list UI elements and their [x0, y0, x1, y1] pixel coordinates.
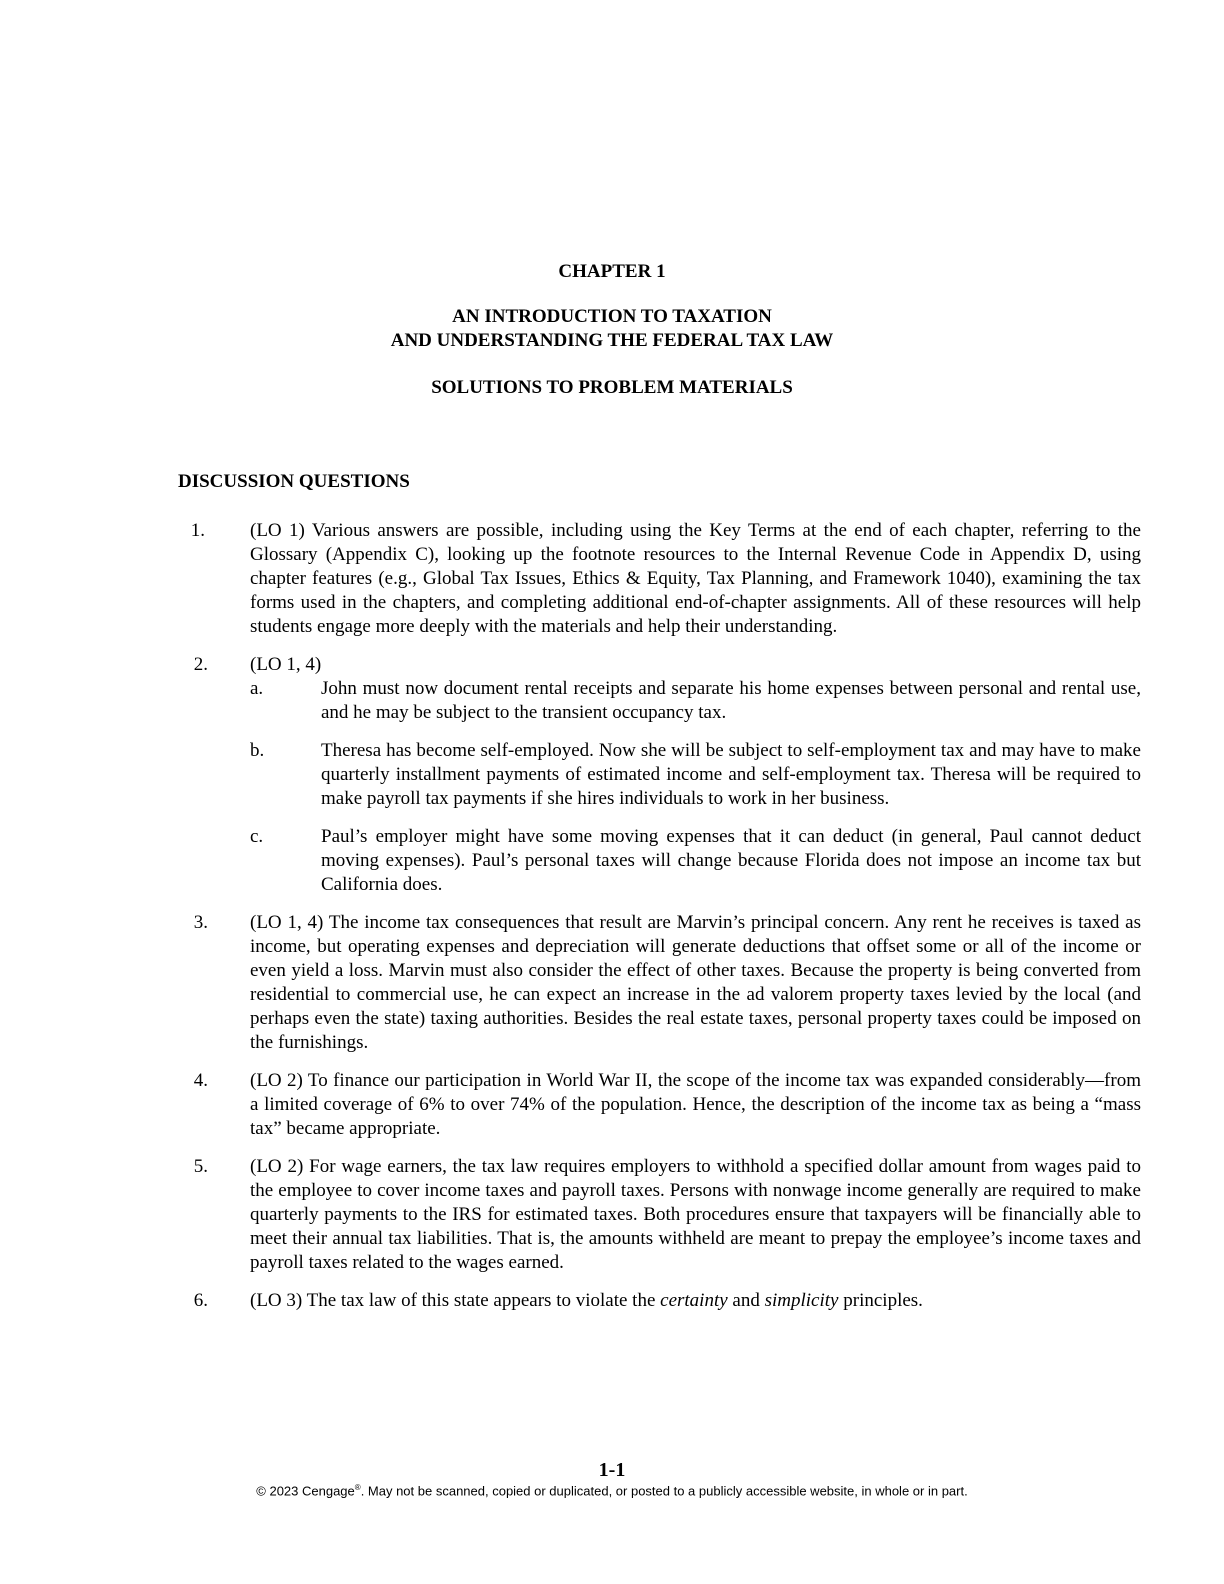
- copyright-suffix: . May not be scanned, copied or duplicated, or posted to a publicly accessible website, in whole or in part.: [360, 1483, 968, 1499]
- question-number: 6.: [193, 1290, 208, 1311]
- question-number: 4.: [193, 1070, 208, 1091]
- part-letter: b.: [250, 740, 265, 761]
- question-answer: (LO 2) For wage earners, the tax law requires employers to withhold a specified dollar amount from wages paid to the employee to cover income taxes and payroll taxes. Persons with nonwage income generally are required to make quarterly payments to the IRS for estimated taxes. Both procedures ensure that taxpayers will be financially able to meet their annual tax liabilities. That is, the amounts withheld are meant to prepay the employee’s income taxes and payroll taxes related to the wages earned.: [250, 1156, 1141, 1273]
- chapter-subtitle: SOLUTIONS TO PROBLEM MATERIALS: [431, 377, 793, 398]
- question-list: [178, 519, 1141, 1327]
- part-text: John must now document rental receipts and separate his home expenses between personal and rental use, and he may be subject to the transient occupancy tax.: [321, 678, 1141, 723]
- answer-parts: [178, 677, 1141, 897]
- copyright-prefix: © 2023 Cengage: [256, 1483, 355, 1499]
- part-letter: a.: [250, 678, 264, 699]
- question-answer: (LO 1, 4): [250, 654, 322, 675]
- question-item: [178, 653, 1141, 897]
- answer-part: [250, 739, 1141, 811]
- answer-text-end: principles.: [838, 1290, 923, 1311]
- question-item: [178, 911, 1141, 1055]
- question-answer: [250, 1289, 1141, 1313]
- question-number: 1.: [190, 520, 205, 541]
- emphasis-certainty: certainty: [660, 1290, 728, 1311]
- chapter-heading: CHAPTER 1: [558, 261, 666, 282]
- question-item: [178, 1069, 1141, 1141]
- copyright-notice: [0, 1480, 1224, 1499]
- question-item: [178, 1155, 1141, 1275]
- question-number: 2.: [193, 654, 208, 675]
- part-text: Theresa has become self-employed. Now she will be subject to self-employment tax and may have to make quarterly installment payments of estimated income and self-employment tax. Theresa will be required to make payroll tax payments if she hires individuals to work in her business.: [321, 740, 1141, 809]
- emphasis-simplicity: simplicity: [764, 1290, 839, 1311]
- chapter-title-line-2: AND UNDERSTANDING THE FEDERAL TAX LAW: [390, 330, 834, 351]
- answer-part: [250, 677, 1141, 725]
- part-text: Paul’s employer might have some moving expenses that it can deduct (in general, Paul cannot deduct moving expenses). Paul’s personal taxes will change because Florida does not impose an income tax but California does.: [321, 826, 1141, 895]
- answer-part: [250, 825, 1141, 897]
- section-heading: DISCUSSION QUESTIONS: [178, 471, 410, 492]
- question-answer: (LO 2) To finance our participation in World War II, the scope of the income tax was expanded considerably—from a limited coverage of 6% to over 74% of the population. Hence, the description of the income tax as being a “mass tax” became appropriate.: [250, 1070, 1141, 1139]
- question-number: 3.: [193, 912, 208, 933]
- question-answer: (LO 1) Various answers are possible, including using the Key Terms at the end of each chapter, referring to the Glossary (Appendix C), looking up the footnote resources to the Internal Revenue Code in Appendix D, using chapter features (e.g., Global Tax Issues, Ethics & Equity, Tax Planning, and Framework 1040), examining the tax forms used in the chapters, and completing additional end-of-chapter assignments. All of these resources will help students engage more deeply with the materials and help their understanding.: [250, 520, 1141, 637]
- question-answer: (LO 1, 4) The income tax consequences that result are Marvin’s principal concern. Any rent he receives is taxed as income, but operating expenses and depreciation will generate deductions that offset some or all of the income or even yield a loss. Marvin must also consider the effect of other taxes. Because the property is being converted from residential to commercial use, he can expect an increase in the ad valorem property taxes levied by the local (and perhaps even the state) taxing authorities. Besides the real estate taxes, personal property taxes could be imposed on the furnishings.: [250, 912, 1141, 1053]
- answer-text-start: (LO 3) The tax law of this state appears to violate the: [250, 1290, 661, 1311]
- question-item: [178, 519, 1141, 639]
- page-number: 1-1: [598, 1459, 626, 1481]
- question-item: [178, 1289, 1141, 1313]
- answer-text-mid: and: [727, 1290, 765, 1311]
- chapter-title-line-1: AN INTRODUCTION TO TAXATION: [452, 306, 772, 327]
- part-letter: c.: [250, 826, 264, 847]
- question-number: 5.: [193, 1156, 208, 1177]
- registered-mark: ®: [354, 1483, 361, 1492]
